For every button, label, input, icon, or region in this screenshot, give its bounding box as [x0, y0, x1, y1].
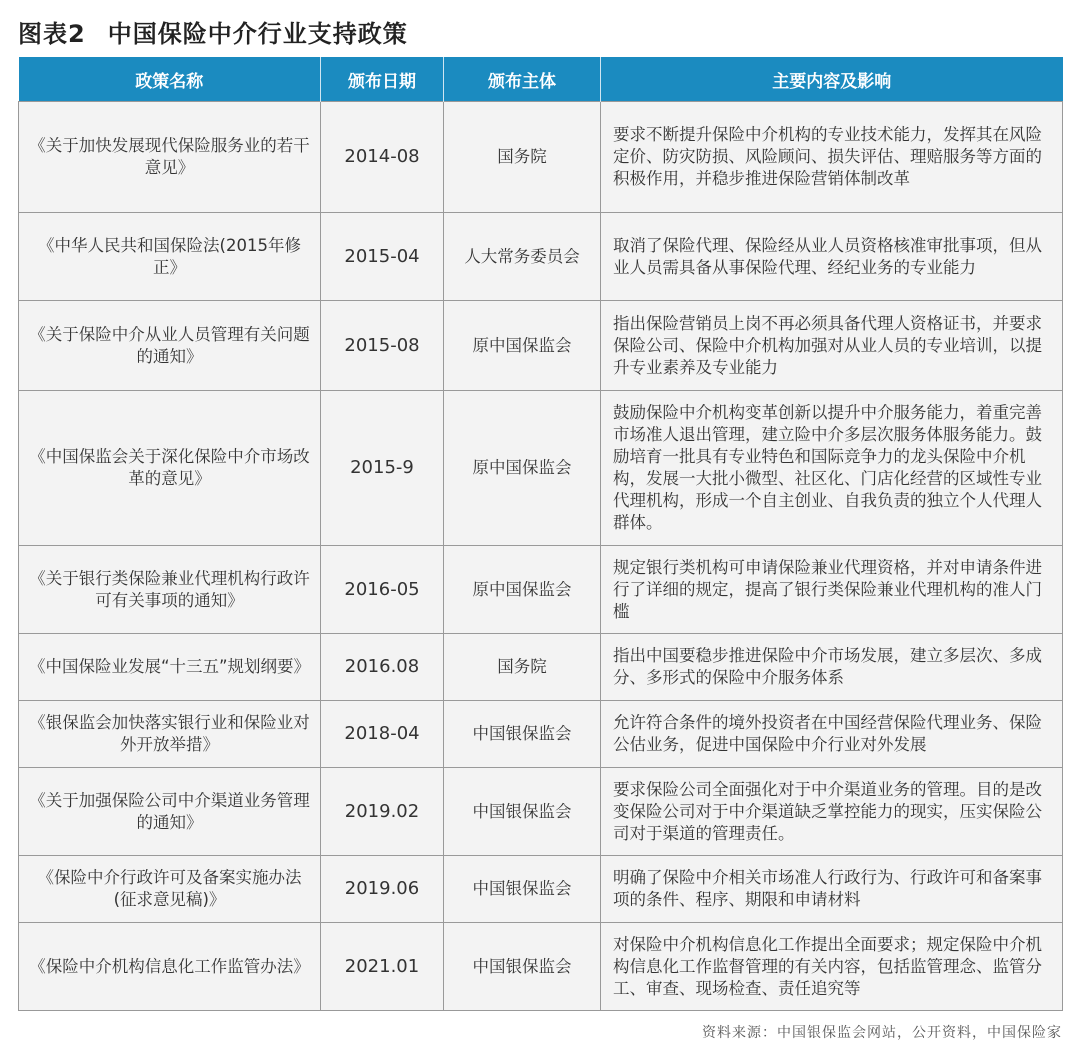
- date-cell: 2019.02: [321, 768, 444, 856]
- policy-name-cell: 《关于加强保险公司中介渠道业务管理的通知》: [19, 768, 321, 856]
- policy-name-cell: 《中国保监会关于深化保险中介市场改革的意见》: [19, 391, 321, 546]
- issuer-cell: 国务院: [444, 634, 601, 701]
- table-row: [19, 301, 1063, 391]
- content-cell: 鼓励保险中介机构变革创新以提升中介服务能力，着重完善市场准人退出管理，建立险中介多层次服务体服务能力。鼓励培育一批具有专业特色和国际竞争力的龙头保险中介机构，发展一大批小微型、社区化、门店化经营的区域性专业代理机构，形成一个自主创业、自我负责的独立个人代理人群体。: [601, 391, 1063, 546]
- header-issuer: 颁布主体: [444, 57, 601, 102]
- date-cell: 2014-08: [321, 102, 444, 213]
- table-header-row: [19, 57, 1063, 102]
- issuer-cell: 中国银保监会: [444, 923, 601, 1011]
- issuer-cell: 原中国保监会: [444, 301, 601, 391]
- date-cell: 2015-08: [321, 301, 444, 391]
- issuer-cell: 原中国保监会: [444, 391, 601, 546]
- policy-table: [18, 57, 1063, 1011]
- issuer-cell: 中国银保监会: [444, 768, 601, 856]
- table-row: [19, 701, 1063, 768]
- issuer-cell: 中国银保监会: [444, 701, 601, 768]
- header-content: 主要内容及影响: [601, 57, 1063, 102]
- policy-name-cell: 《关于银行类保险兼业代理机构行政许可有关事项的通知》: [19, 546, 321, 634]
- table-row: [19, 856, 1063, 923]
- header-date: 颁布日期: [321, 57, 444, 102]
- date-cell: 2016.08: [321, 634, 444, 701]
- content-cell: 要求不断提升保险中介机构的专业技术能力，发挥其在风险定价、防灾防损、风险顾问、损失评估、理赔服务等方面的积极作用，并稳步推进保险营销体制改革: [601, 102, 1063, 213]
- content-cell: 指出中国要稳步推进保险中介市场发展，建立多层次、多成分、多形式的保险中介服务体系: [601, 634, 1063, 701]
- date-cell: 2019.06: [321, 856, 444, 923]
- table-row: [19, 391, 1063, 546]
- policy-name-cell: 《保险中介机构信息化工作监管办法》: [19, 923, 321, 1011]
- header-policy-name: 政策名称: [19, 57, 321, 102]
- policy-name-cell: 《关于加快发展现代保险服务业的若干意见》: [19, 102, 321, 213]
- figure-title-text: 中国保险中介行业支持政策: [107, 20, 408, 48]
- content-cell: 明确了保险中介相关市场准人行政行为、行政许可和备案事项的条件、程序、期限和申请材料: [601, 856, 1063, 923]
- table-row: [19, 634, 1063, 701]
- date-cell: 2021.01: [321, 923, 444, 1011]
- figure-number: 图表2: [18, 20, 86, 48]
- source-note: 资料来源：中国银保监会网站，公开资料，中国保险家: [702, 1025, 1062, 1041]
- content-cell: 规定银行类机构可申请保险兼业代理资格，并对申请条件进行了详细的规定，提高了银行类保险兼业代理机构的准人门槛: [601, 546, 1063, 634]
- figure-title: [18, 14, 408, 49]
- date-cell: 2015-04: [321, 213, 444, 301]
- policy-name-cell: 《中华人民共和国保险法(2015年修正》: [19, 213, 321, 301]
- issuer-cell: 国务院: [444, 102, 601, 213]
- table-row: [19, 923, 1063, 1011]
- policy-name-cell: 《保险中介行政许可及备案实施办法(征求意见稿)》: [19, 856, 321, 923]
- content-cell: 取消了保险代理、保险经从业人员资格核准审批事项，但从业人员需具备从事保险代理、经纪业务的专业能力: [601, 213, 1063, 301]
- table-row: [19, 213, 1063, 301]
- content-cell: 要求保险公司全面强化对于中介渠道业务的管理。目的是改变保险公司对于中介渠道缺乏掌控能力的现实，压实保险公司对于渠道的管理责任。: [601, 768, 1063, 856]
- date-cell: 2018-04: [321, 701, 444, 768]
- issuer-cell: 人大常务委员会: [444, 213, 601, 301]
- date-cell: 2016-05: [321, 546, 444, 634]
- issuer-cell: 原中国保监会: [444, 546, 601, 634]
- table-row: [19, 768, 1063, 856]
- policy-name-cell: 《关于保险中介从业人员管理有关问题的通知》: [19, 301, 321, 391]
- content-cell: 允许符合条件的境外投资者在中国经营保险代理业务、保险公估业务，促进中国保险中介行业对外发展: [601, 701, 1063, 768]
- table-row: [19, 546, 1063, 634]
- content-cell: 对保险中介机构信息化工作提出全面要求；规定保险中介机构信息化工作监督管理的有关内容，包括监管理念、监管分工、审查、现场检查、责任追究等: [601, 923, 1063, 1011]
- issuer-cell: 中国银保监会: [444, 856, 601, 923]
- policy-name-cell: 《银保监会加快落实银行业和保险业对外开放举措》: [19, 701, 321, 768]
- policy-name-cell: 《中国保险业发展“十三五”规划纲要》: [19, 634, 321, 701]
- table-row: [19, 102, 1063, 213]
- content-cell: 指出保险营销员上岗不再必须具备代理人资格证书，并要求保险公司、保险中介机构加强对从业人员的专业培训，以提升专业素养及专业能力: [601, 301, 1063, 391]
- date-cell: 2015-9: [321, 391, 444, 546]
